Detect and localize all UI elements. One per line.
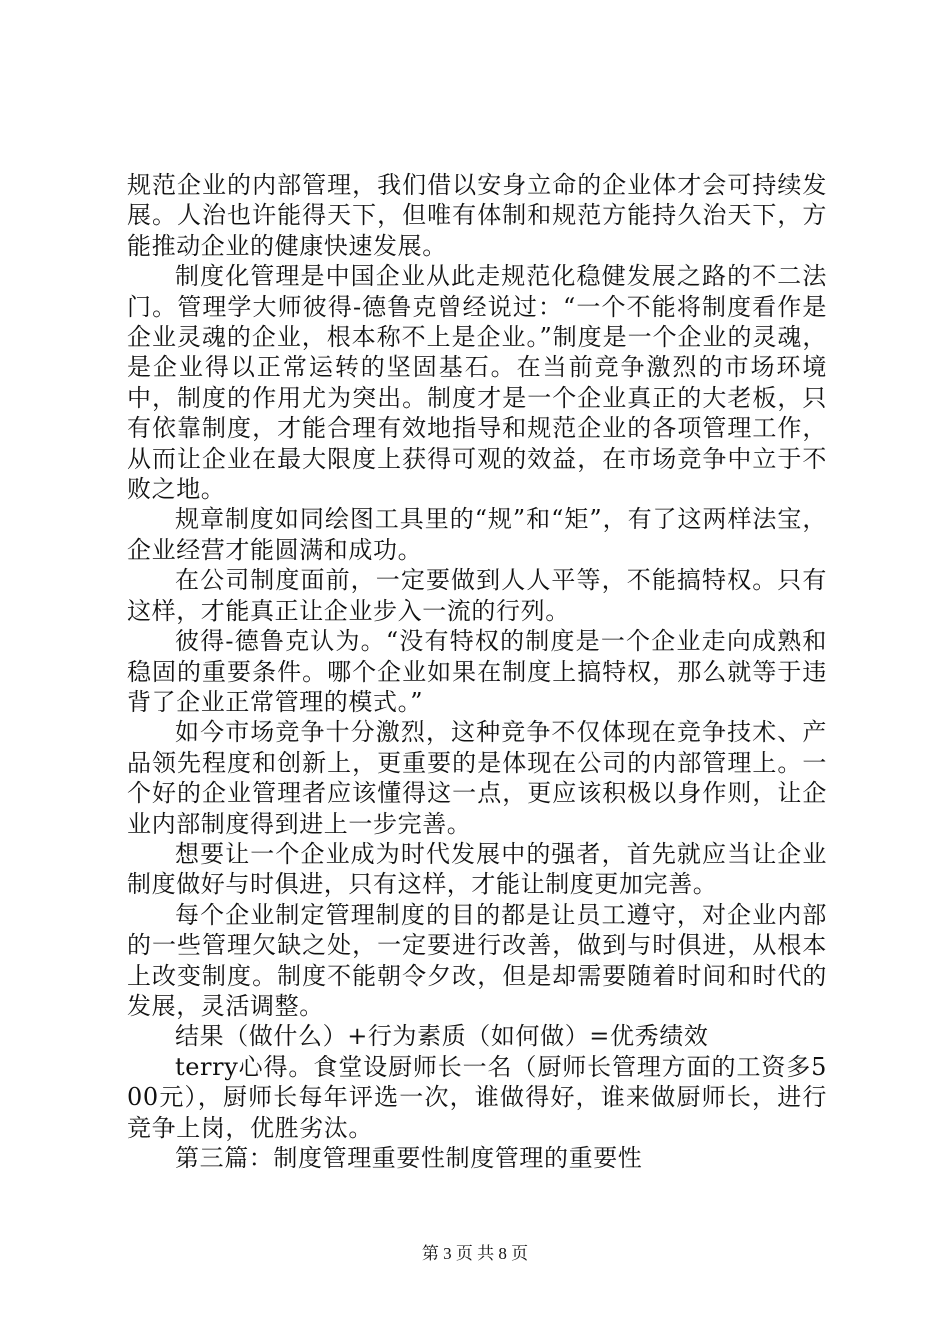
paragraph-drucker-quote: 彼得-德鲁克认为。“没有特权的制度是一个企业走向成熟和稳固的重要条件。哪个企业如果在制度上搞特权，那么就等于违背了企业正常管理的模式。” xyxy=(127,627,827,716)
paragraph-purpose: 每个企业制定管理制度的目的都是让员工遵守，对企业内部的一些管理欠缺之处，一定要进行改善，做到与时俱进，从根本上改变制度。制度不能朝令夕改，但是却需要随着时间和时代的发展，灵活调整。 xyxy=(127,900,827,1020)
paragraph-equality: 在公司制度面前，一定要做到人人平等，不能搞特权。只有这样，才能真正让企业步入一流的行列。 xyxy=(127,566,827,625)
paragraph-formula: 结果（做什么）+行为素质（如何做）=优秀绩效 xyxy=(175,1022,709,1051)
paragraph-institutional-management: 制度化管理是中国企业从此走规范化稳健发展之路的不二法门。管理学大师彼得-德鲁克曾经说过：“一个不能将制度看作是企业灵魂的企业，根本称不上是企业。”制度是一个企业的灵魂，是企业得以正常运转的坚固基石。在当前竞争激烈的市场环境中，制度的作用尤为突出。制度才是一个企业真正的大老板，只有依靠制度，才能合理有效地指导和规范企业的各项管理工作，从而让企业在最大限度上获得可观的效益，在市场竞争中立于不败之地。 xyxy=(127,262,827,504)
paragraph-continuation: 规范企业的内部管理，我们借以安身立命的企业体才会可持续发展。人治也许能得天下，但唯有体制和规范方能持久治天下，方能推动企业的健康快速发展。 xyxy=(127,171,827,260)
page-number-footer: 第 3 页 共 8 页 xyxy=(421,1244,529,1263)
paragraph-rules-compass: 规章制度如同绘图工具里的“规”和“矩”，有了这两样法宝，企业经营才能圆满和成功。 xyxy=(127,505,827,564)
section-heading-part-three: 第三篇：制度管理重要性制度管理的重要性 xyxy=(175,1144,643,1172)
paragraph-competition: 如今市场竞争十分激烈，这种竞争不仅体现在竞争技术、产品领先程度和创新上，更重要的是体现在公司的内部管理上。一个好的企业管理者应该懂得这一点，更应该积极以身作则，让企业内部制度得到进上一步完善。 xyxy=(127,718,827,838)
paragraph-keep-pace: 想要让一个企业成为时代发展中的强者，首先就应当让企业制度做好与时俱进，只有这样，才能让制度更加完善。 xyxy=(127,839,827,899)
paragraph-terry: terry心得。食堂设厨师长一名（厨师长管理方面的工资多500元），厨师长每年评选一次，谁做得好，谁来做厨师长，进行竞争上岗，优胜劣汰。 xyxy=(127,1052,827,1142)
body-text xyxy=(127,170,827,1173)
